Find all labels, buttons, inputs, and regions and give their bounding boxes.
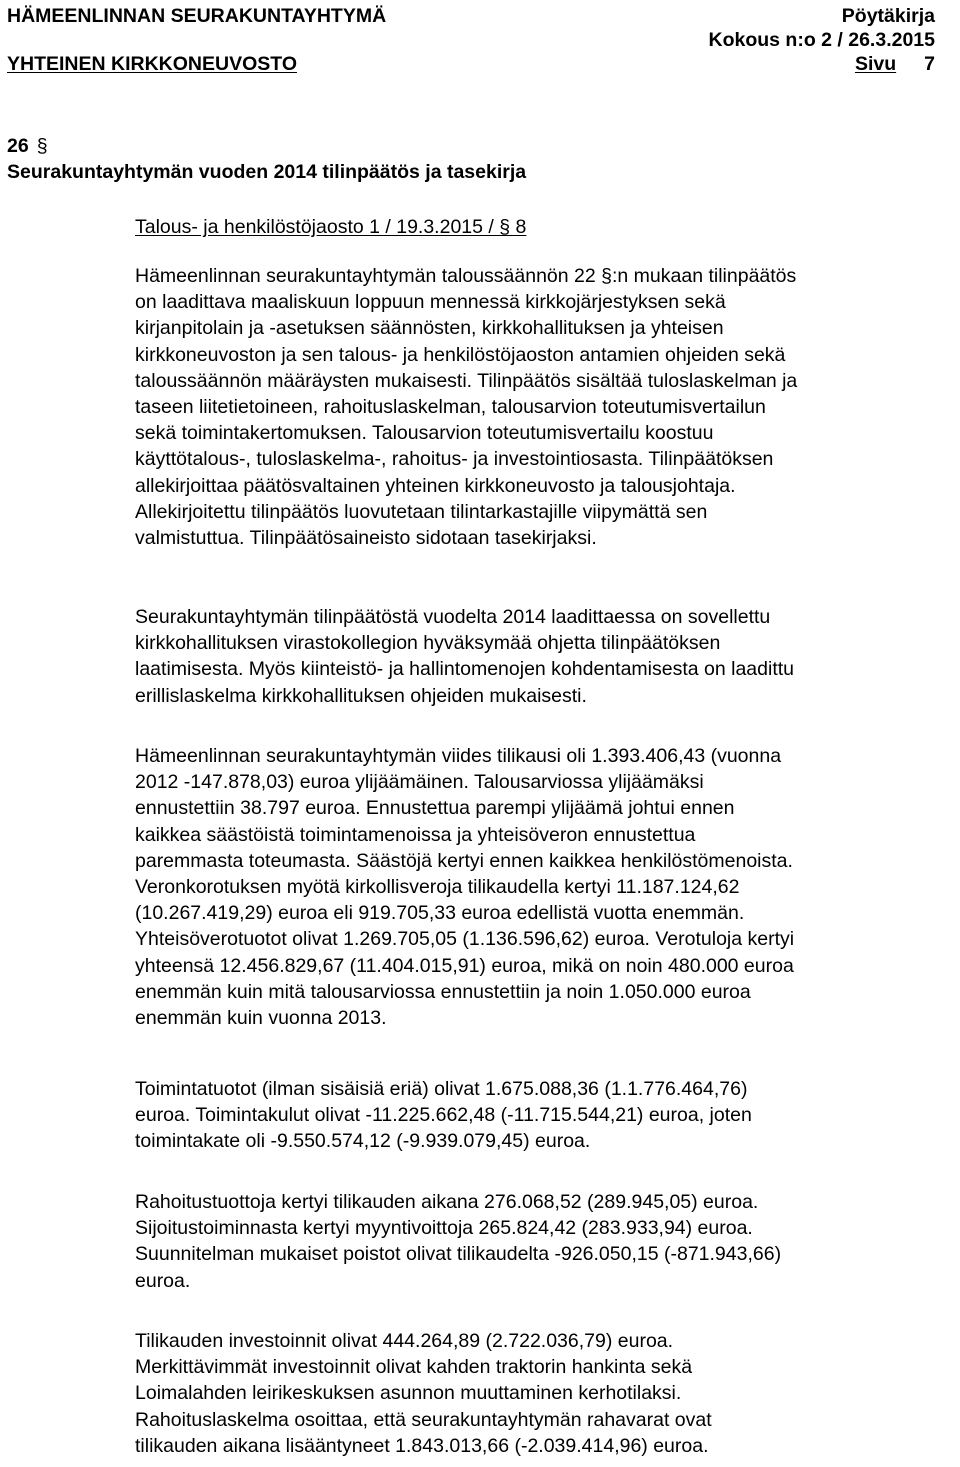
committee-reference: Talous- ja henkilöstöjaosto 1 / 19.3.2015 / § 8: [135, 216, 527, 238]
section-title: Seurakuntayhtymän vuoden 2014 tilinpäätös ja tasekirja: [7, 161, 527, 183]
paragraph-text: Hämeenlinnan seurakuntayhtymän viides tilikausi oli 1.393.406,43 (vuonna 2012 -147.878,03) euroa ylijäämäinen. Talousarviossa ylijäämäksi ennustettiin 38.797 euroa. Ennustettua parempi ylijäämä johtui ennen kaikkea säästöistä toimintamenoissa ja yhteisöveron ennustettua paremmasta toteumasta. Säästöjä kertyi ennen kaikkea henkilöstömenoista. Veronkorotuksen myötä kirkollisveroja tilikaudella kertyi 11.187.124,62 (10.267.419,29) euroa eli 919.705,33 euroa edellistä vuotta enemmän. Yhteisöverotuotot olivat 1.269.705,05 (1.136.596,62) euroa. Verotuloja kertyi yhteensä 12.456.829,67 (11.404.015,91) euroa, mikä on noin 480.000 euroa enemmän kuin mitä talousarviossa ennustettiin ja noin 1.050.000 euroa enemmän kuin vuonna 2013.: [135, 745, 795, 1030]
paragraph-text: Toimintatuotot (ilman sisäisiä eriä) olivat 1.675.088,36 (1.1.776.464,76) euroa. Toimintakulut olivat -11.225.662,48 (-11.715.544,21) euroa, joten toimintakate oli -9.550.574,12 (-9.939.079,45) euroa.: [135, 1078, 752, 1153]
body-paragraph: [135, 1328, 957, 1459]
organization-name: HÄMEENLINNAN SEURAKUNTAYHTYMÄ: [7, 5, 387, 27]
document-type: Pöytäkirja: [841, 5, 935, 27]
body-paragraph: [135, 263, 957, 551]
page-label: Sivu: [854, 53, 897, 75]
section-number-value: 26: [7, 135, 29, 157]
meeting-info: Kokous n:o 2 / 26.3.2015: [708, 29, 935, 51]
body-paragraph: [135, 1076, 957, 1155]
paragraph-text: Seurakuntayhtymän tilinpäätöstä vuodelta 2014 laadittaessa on sovellettu kirkkohallituksen virastokollegion hyväksymää ohjetta tilinpäätöksen laatimisesta. Myös kiinteistö- ja hallintomenojen kohdentamisesta on laadittu erillislaskelma kirkkohallituksen ohjeiden mukaisesti.: [135, 606, 795, 707]
page-indicator: [855, 53, 935, 75]
body-paragraph: [135, 743, 957, 1031]
paragraph-text: Tilikauden investoinnit olivat 444.264,89 (2.722.036,79) euroa. Merkittävimmät investoinnit olivat kahden traktorin hankinta sekä Loimalahden leirikeskuksen asunnon muuttaminen kerhotilaksi. Rahoituslaskelma osoittaa, että seurakuntayhtymän rahavarat ovat tilikauden aikana lisääntyneet 1.843.013,66 (-2.039.414,96) euroa.: [135, 1330, 712, 1457]
body-paragraph: [135, 1189, 957, 1294]
section-number: [7, 135, 48, 157]
paragraph-text: Hämeenlinnan seurakuntayhtymän taloussäännön 22 §:n mukaan tilinpäätös on laadittava maaliskuun loppuun mennessä kirkkojärjestyksen sekä kirjanpitolain ja -asetuksen säännösten, kirkkohallituksen ja yhteisen kirkkoneuvoston ja sen talous- ja henkilöstöjaoston antamien ohjeiden sekä taloussäännön määräysten mukaisesti. Tilinpäätös sisältää tuloslaskelman ja taseen liitetietoineen, rahoituslaskelman, talousarvion toteutumisvertailun sekä toimintakertomuksen. Talousarvion toteutumisvertailu koostuu käyttötalous-, tuloslaskelma-, rahoitus- ja investointiosasta. Tilinpäätöksen allekirjoittaa päätösvaltainen yhteinen kirkkoneuvosto ja talousjohtaja. Allekirjoitettu tilinpäätös luovutetaan tilintarkastajille viipymättä sen valmistuttua. Tilinpäätösaineisto sidotaan tasekirjaksi.: [135, 265, 798, 550]
page-number: 7: [924, 53, 935, 75]
body-paragraph: [135, 604, 957, 709]
section-sign: §: [36, 135, 48, 157]
governing-body: YHTEINEN KIRKKONEUVOSTO: [7, 53, 298, 75]
paragraph-text: Rahoitustuottoja kertyi tilikauden aikana 276.068,52 (289.945,05) euroa. Sijoitustoiminnasta kertyi myyntivoittoja 265.824,42 (283.933,94) euroa. Suunnitelman mukaiset poistot olivat tilikaudelta -926.050,15 (-871.943,66) euroa.: [135, 1191, 782, 1292]
